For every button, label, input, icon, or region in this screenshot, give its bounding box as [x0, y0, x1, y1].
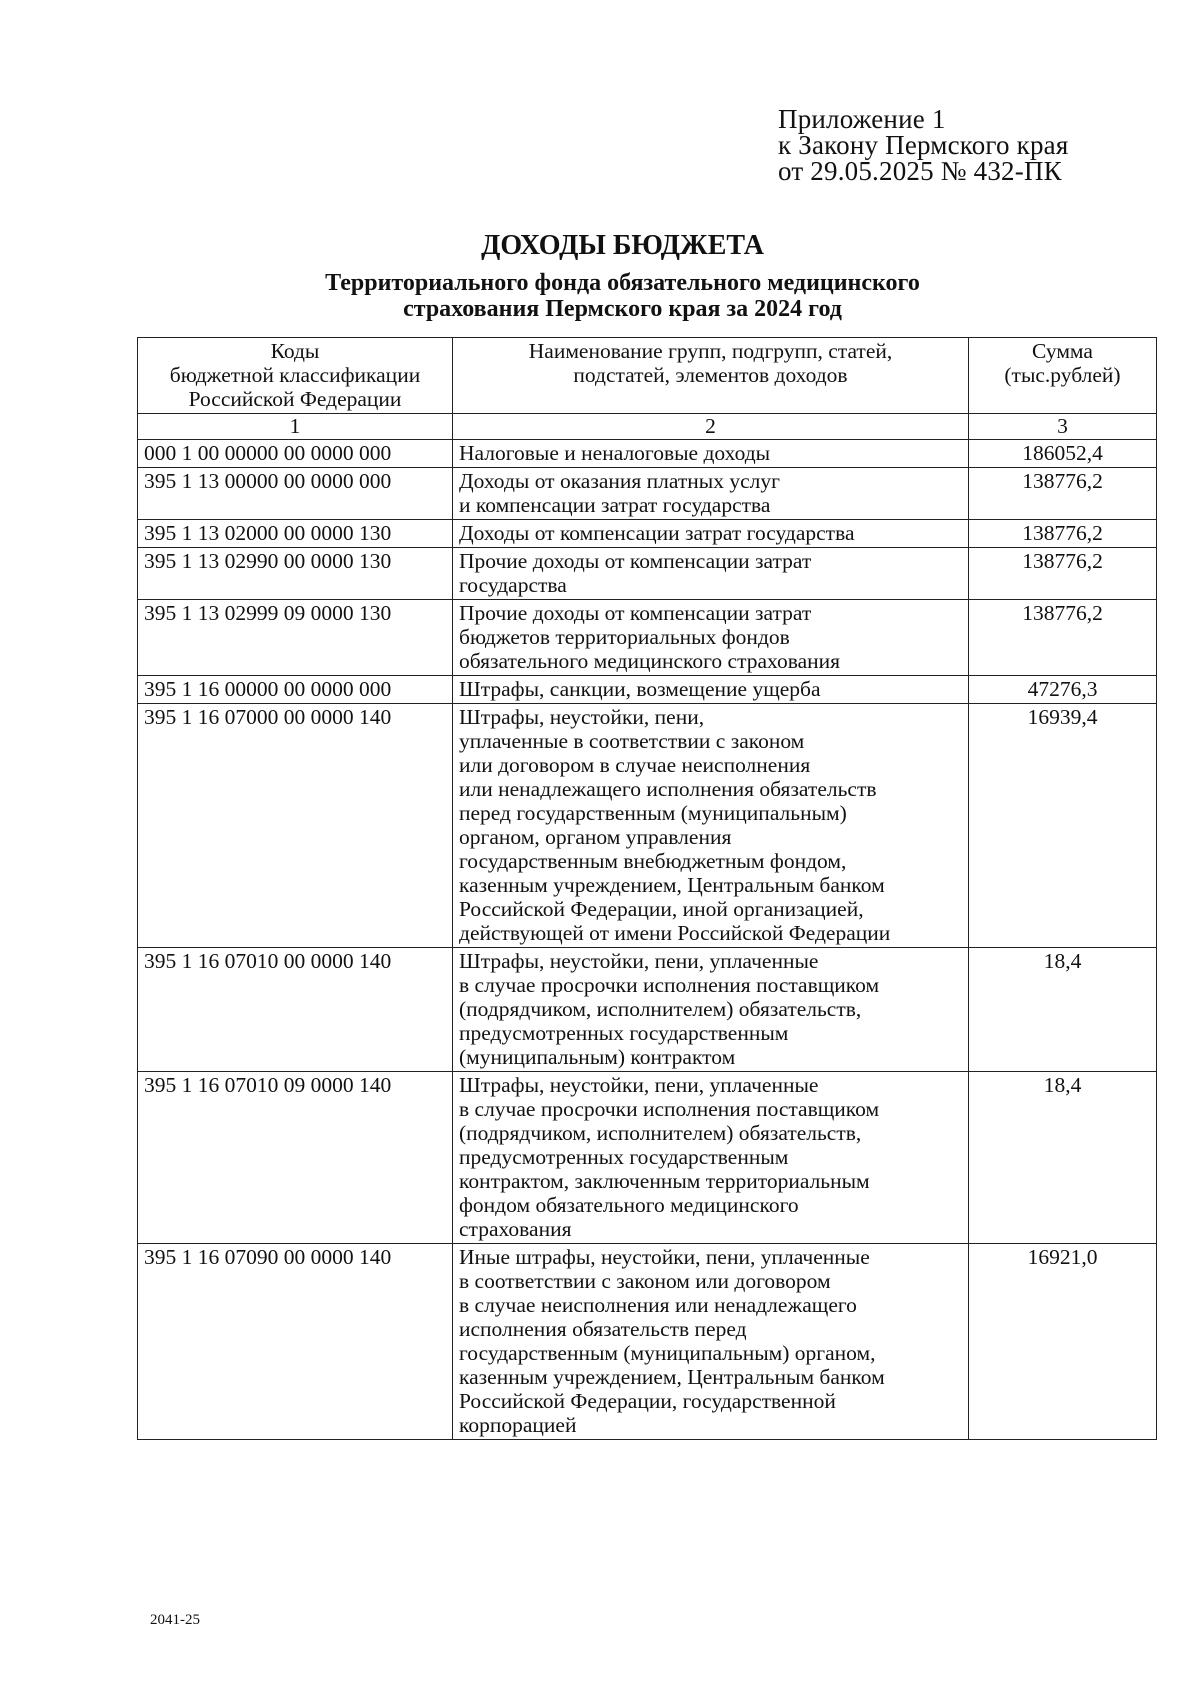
row-name: Доходы от компенсации затрат государства — [453, 520, 969, 548]
subtitle-line-1: Территориального фонда обязательного медицинского — [325, 270, 920, 296]
row-amount: 138776,2 — [969, 468, 1157, 520]
table-row — [138, 600, 1157, 676]
subtitle-line-2: страхования Пермского края за 2024 год — [403, 296, 842, 322]
row-name: Иные штрафы, неустойки, пени, уплаченные в соответствии с законом или договором в случае неисполнения или ненадлежащего исполнения обязательств перед государственным (муниципальным) органом, казенным учреждением, Центральным банком Российской Федерации, государственной корпорацией — [453, 1244, 969, 1440]
table-header-row — [138, 338, 1157, 414]
table-row — [138, 704, 1157, 948]
row-name: Налоговые и неналоговые доходы — [453, 440, 969, 468]
row-name: Штрафы, санкции, возмещение ущерба — [453, 676, 969, 704]
header-name: Наименование групп, подгрупп, статей, подстатей, элементов доходов — [453, 338, 969, 414]
document-title: ДОХОДЫ БЮДЖЕТА — [481, 230, 764, 261]
table-row — [138, 520, 1157, 548]
table-row — [138, 548, 1157, 600]
row-name: Штрафы, неустойки, пени, уплаченные в соответствии с законом или договором в случае неисполнения или ненадлежащего исполнения обязательств перед государственным (муниципальным) органом, органом управления государственным внебюджетным фондом, казенным учреждением, Центральным банком Российской Федерации, иной организацией, действующей от имени Российской Федерации — [453, 704, 969, 948]
document-number: 2041-25 — [150, 1612, 200, 1628]
row-code: 395 1 13 02999 09 0000 130 — [138, 600, 453, 676]
document-subtitle — [0, 270, 1200, 322]
row-name: Штрафы, неустойки, пени, уплаченные в случае просрочки исполнения поставщиком (подрядчиком, исполнителем) обязательств, предусмотренных государственным контрактом, заключенным территориальным фондом обязательного медицинского страхования — [453, 1072, 969, 1244]
column-number: 1 — [138, 414, 453, 440]
appendix-line-1: Приложение 1 — [778, 104, 946, 134]
row-amount: 138776,2 — [969, 520, 1157, 548]
row-code: 000 1 00 00000 00 0000 000 — [138, 440, 453, 468]
row-code: 395 1 16 00000 00 0000 000 — [138, 676, 453, 704]
appendix-line-3: от 29.05.2025 № 432-ПК — [778, 156, 1062, 186]
budget-income-table — [137, 337, 1157, 1440]
row-amount: 47276,3 — [969, 676, 1157, 704]
appendix-line-2: к Закону Пермского края — [778, 130, 1069, 160]
column-number: 3 — [969, 414, 1157, 440]
row-code: 395 1 13 02000 00 0000 130 — [138, 520, 453, 548]
row-code: 395 1 13 00000 00 0000 000 — [138, 468, 453, 520]
row-code: 395 1 16 07090 00 0000 140 — [138, 1244, 453, 1440]
row-name: Доходы от оказания платных услуг и компенсации затрат государства — [453, 468, 969, 520]
row-amount: 138776,2 — [969, 600, 1157, 676]
row-code: 395 1 13 02990 00 0000 130 — [138, 548, 453, 600]
table-row — [138, 948, 1157, 1072]
row-name: Штрафы, неустойки, пени, уплаченные в случае просрочки исполнения поставщиком (подрядчиком, исполнителем) обязательств, предусмотренных государственным (муниципальным) контрактом — [453, 948, 969, 1072]
table-row — [138, 1072, 1157, 1244]
column-number-row — [138, 414, 1157, 440]
table-row — [138, 440, 1157, 468]
row-amount: 186052,4 — [969, 440, 1157, 468]
row-code: 395 1 16 07010 00 0000 140 — [138, 948, 453, 1072]
header-amount: Сумма (тыс.рублей) — [969, 338, 1157, 414]
column-number: 2 — [453, 414, 969, 440]
appendix-reference — [778, 106, 1069, 184]
row-name: Прочие доходы от компенсации затрат государства — [453, 548, 969, 600]
row-amount: 16921,0 — [969, 1244, 1157, 1440]
table-row — [138, 676, 1157, 704]
row-name: Прочие доходы от компенсации затрат бюджетов территориальных фондов обязательного медицинского страхования — [453, 600, 969, 676]
row-code: 395 1 16 07010 09 0000 140 — [138, 1072, 453, 1244]
row-amount: 138776,2 — [969, 548, 1157, 600]
table-row — [138, 468, 1157, 520]
row-code: 395 1 16 07000 00 0000 140 — [138, 704, 453, 948]
row-amount: 18,4 — [969, 1072, 1157, 1244]
header-code: Коды бюджетной классификации Российской Федерации — [138, 338, 453, 414]
table-row — [138, 1244, 1157, 1440]
row-amount: 16939,4 — [969, 704, 1157, 948]
row-amount: 18,4 — [969, 948, 1157, 1072]
